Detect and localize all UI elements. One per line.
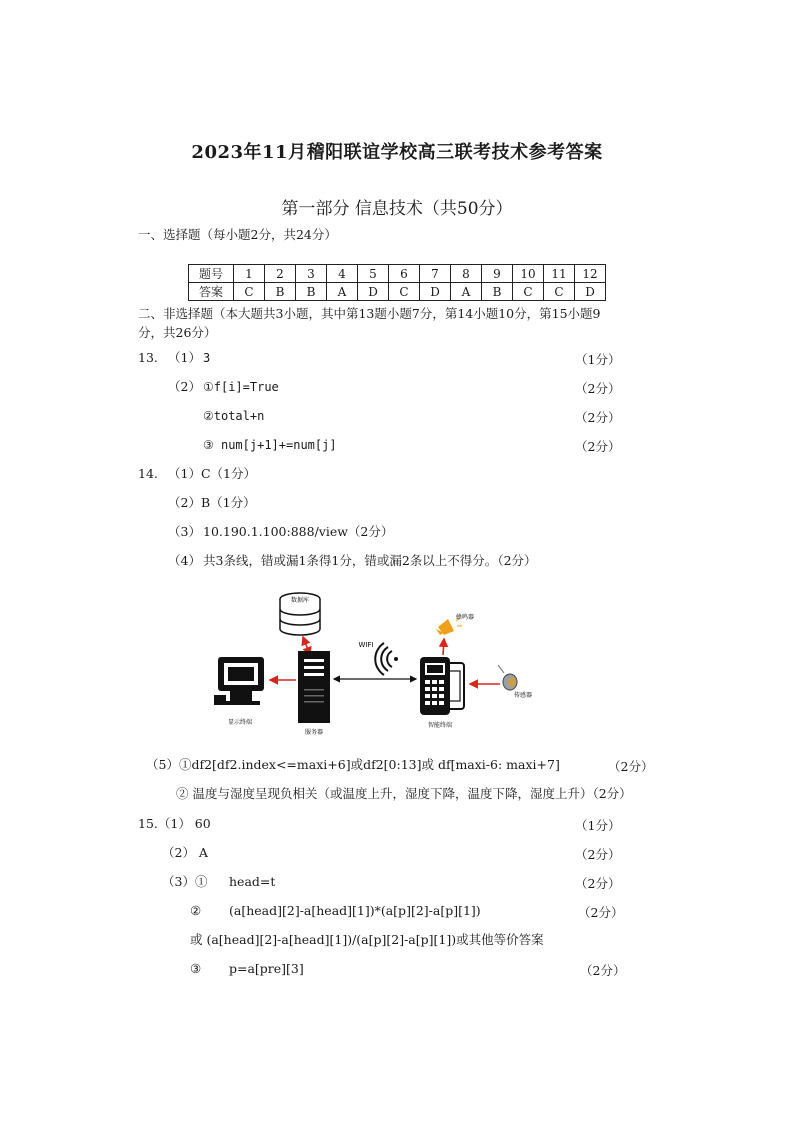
table-cell: 10 — [513, 265, 544, 283]
q15-p3-label: （3）① — [162, 874, 208, 889]
q14-number: 14. — [138, 466, 158, 481]
q13-p1-label: （1） — [168, 350, 201, 365]
q15-p3-score-3: （2分） — [580, 963, 626, 978]
smart-terminal-icon — [420, 657, 464, 715]
wifi-signal-icon — [375, 643, 398, 675]
table-cell: C — [544, 283, 575, 301]
q15-p3-score-1: （2分） — [575, 876, 621, 891]
q13-p1-score: （1分） — [575, 352, 621, 367]
table-cell: B — [482, 283, 513, 301]
table-cell: 11 — [544, 265, 575, 283]
section2-heading-line1: 二、非选择题（本大题共3小题，其中第13题小题7分，第14小题10分，第15小题9 — [138, 306, 601, 321]
answer-table — [188, 264, 606, 301]
table-cell: 2 — [265, 265, 296, 283]
table-cell: 7 — [420, 265, 451, 283]
q13-p2-answer-3: ③ num[j+1]+=num[j] — [203, 438, 337, 452]
q13-p1-answer: 3 — [203, 351, 211, 365]
q13-p2-answer-1: ①f[i]=True — [203, 380, 279, 394]
q13-p2-score-2: （2分） — [575, 410, 621, 425]
server-icon — [298, 651, 330, 723]
buzzer-label: 蜂鸣器 — [456, 614, 475, 621]
q15-p3-score-2: （2分） — [578, 905, 624, 920]
q13-number: 13. — [138, 350, 158, 365]
network-diagram — [200, 585, 560, 745]
table-row-answers — [189, 283, 606, 301]
q15-p3-mark-2: ② — [190, 903, 202, 918]
table-cell: D — [420, 283, 451, 301]
table-cell: A — [451, 283, 482, 301]
q15-p2: （2） A — [162, 845, 208, 860]
q14-p5-answer-2: ② 温度与湿度呈现负相关（或温度上升，湿度下降，温度下降，湿度上升）（2分） — [176, 786, 632, 801]
table-cell: D — [358, 283, 389, 301]
section1-heading: 一、选择题（每小题2分，共24分） — [138, 227, 337, 242]
server-label: 服务器 — [304, 729, 324, 736]
q13-p2-label: （2） — [168, 379, 201, 394]
display-terminal-label: 显示终端 — [227, 719, 253, 726]
q14-p1: （1）C（1分） — [168, 466, 256, 481]
q15-p3-answer-1: head=t — [229, 874, 276, 889]
table-cell: B — [265, 283, 296, 301]
q14-p5-answer-1: （5）①df2[df2.index<=maxi+6]或df2[0:13]或 df[maxi-6: maxi+7] — [146, 757, 560, 772]
table-cell: 12 — [575, 265, 606, 283]
table-cell: 5 — [358, 265, 389, 283]
display-terminal-icon — [214, 657, 264, 705]
q13-p2-answer-2: ②total+n — [203, 409, 265, 423]
document-title: 2023年11月稽阳联谊学校高三联考技术参考答案 — [191, 142, 603, 163]
sensor-label: 传感器 — [514, 692, 533, 699]
table-cell: A — [327, 283, 358, 301]
table-cell: D — [575, 283, 606, 301]
table-cell: C — [389, 283, 420, 301]
terminal-buzzer-arrow — [443, 639, 444, 655]
sensor-icon — [498, 665, 517, 690]
q14-p3-label: （3） — [168, 524, 201, 539]
q13-p2-score-3: （2分） — [575, 439, 621, 454]
database-label: 数据库 — [290, 597, 310, 604]
table-cell: 6 — [389, 265, 420, 283]
q15-p3-answer-3: p=a[pre][3] — [229, 961, 304, 976]
row-label-answer: 答案 — [189, 283, 234, 301]
q15-p3-mark-3: ③ — [190, 961, 202, 976]
q14-p5-score-1: （2分） — [608, 759, 654, 774]
q15-p1-score: （1分） — [575, 818, 621, 833]
wifi-label: WIFI — [358, 641, 374, 649]
q15-p3-answer-2: (a[head][2]-a[head][1])*(a[p][2]-a[p][1]) — [229, 903, 481, 918]
table-cell: B — [296, 283, 327, 301]
row-label-number: 题号 — [189, 265, 234, 283]
table-cell: C — [234, 283, 265, 301]
q15-p3-answer-2-alt: 或 (a[head][2]-a[head][1])/(a[p][2]-a[p][1])或其他等价答案 — [190, 932, 544, 947]
table-cell: 3 — [296, 265, 327, 283]
table-row-numbers — [189, 265, 606, 283]
table-cell: 1 — [234, 265, 265, 283]
section2-heading-line2: 分，共26分） — [138, 325, 217, 340]
q14-p2: （2）B（1分） — [168, 495, 256, 510]
smart-terminal-label: 智能终端 — [427, 722, 453, 729]
q14-p4-answer: 共3条线，错或漏1条得1分，错或漏2条以上不得分。（2分） — [203, 553, 537, 568]
table-cell: 9 — [482, 265, 513, 283]
table-cell: C — [513, 283, 544, 301]
table-cell: 4 — [327, 265, 358, 283]
q15-p2-score: （2分） — [575, 847, 621, 862]
part-title: 第一部分 信息技术（共50分） — [281, 199, 513, 219]
q15-p1: 15.（1） 60 — [138, 816, 211, 831]
q13-p2-score-1: （2分） — [575, 381, 621, 396]
q14-p3-answer: 10.190.1.100:888/view（2分） — [203, 524, 394, 539]
q14-p4-label: （4） — [168, 553, 201, 568]
table-cell: 8 — [451, 265, 482, 283]
